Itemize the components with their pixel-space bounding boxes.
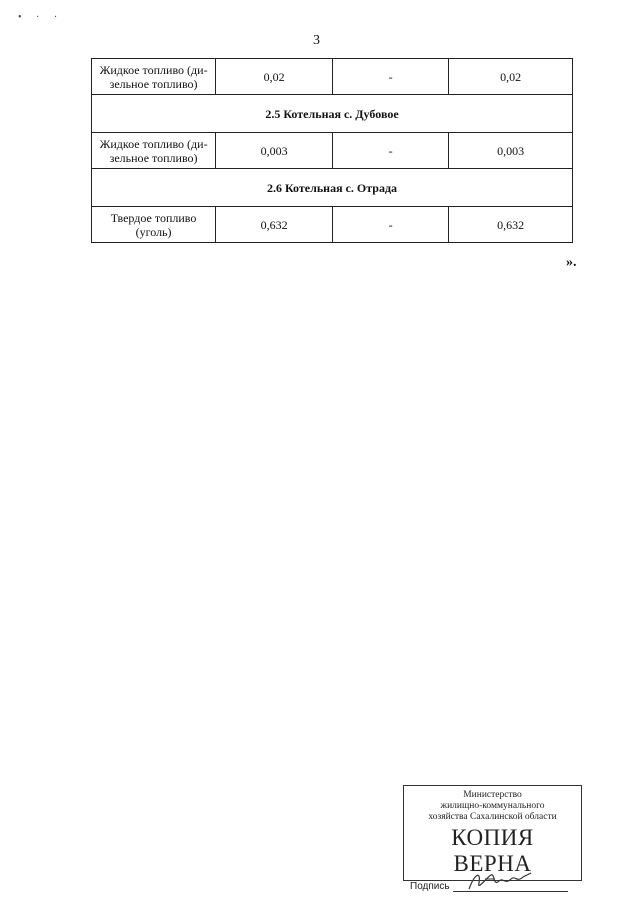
scan-marks: • · · [18,12,64,23]
value-cell: 0,02 [216,59,333,95]
value-cell: 0,632 [449,207,573,243]
value-cell: 0,632 [216,207,333,243]
fuel-name-cell: Жидкое топливо (ди-зельное топливо) [92,59,216,95]
stamp-org-line: жилищно-коммунального [440,801,545,811]
page-number: 3 [313,33,320,48]
stamp-org-line: Министерство [463,790,522,800]
fuel-name-cell: Твердое топливо (уголь) [92,207,216,243]
section-row [92,169,573,207]
closing-quote: ». [566,255,577,270]
value-cell: 0,003 [216,133,333,169]
table-row [92,59,573,95]
value-cell: - [333,207,449,243]
fuel-table [91,58,573,243]
section-title: 2.6 Котельная с. Отрада [92,169,573,207]
section-row [92,95,573,133]
signature-label: Подпись [410,881,450,892]
certification-stamp [403,785,582,892]
section-title: 2.5 Котельная с. Дубовое [92,95,573,133]
stamp-org-line: хозяйства Сахалинской области [428,812,557,822]
stamp-copy-label: КОПИЯ ВЕРНА [451,825,534,876]
signature-row [410,881,575,892]
value-cell: 0,02 [449,59,573,95]
table-row [92,207,573,243]
value-cell: - [333,59,449,95]
table-row [92,133,573,169]
value-cell: 0,003 [449,133,573,169]
fuel-name-cell: Жидкое топливо (ди-зельное топливо) [92,133,216,169]
handwritten-signature [465,869,535,893]
value-cell: - [333,133,449,169]
